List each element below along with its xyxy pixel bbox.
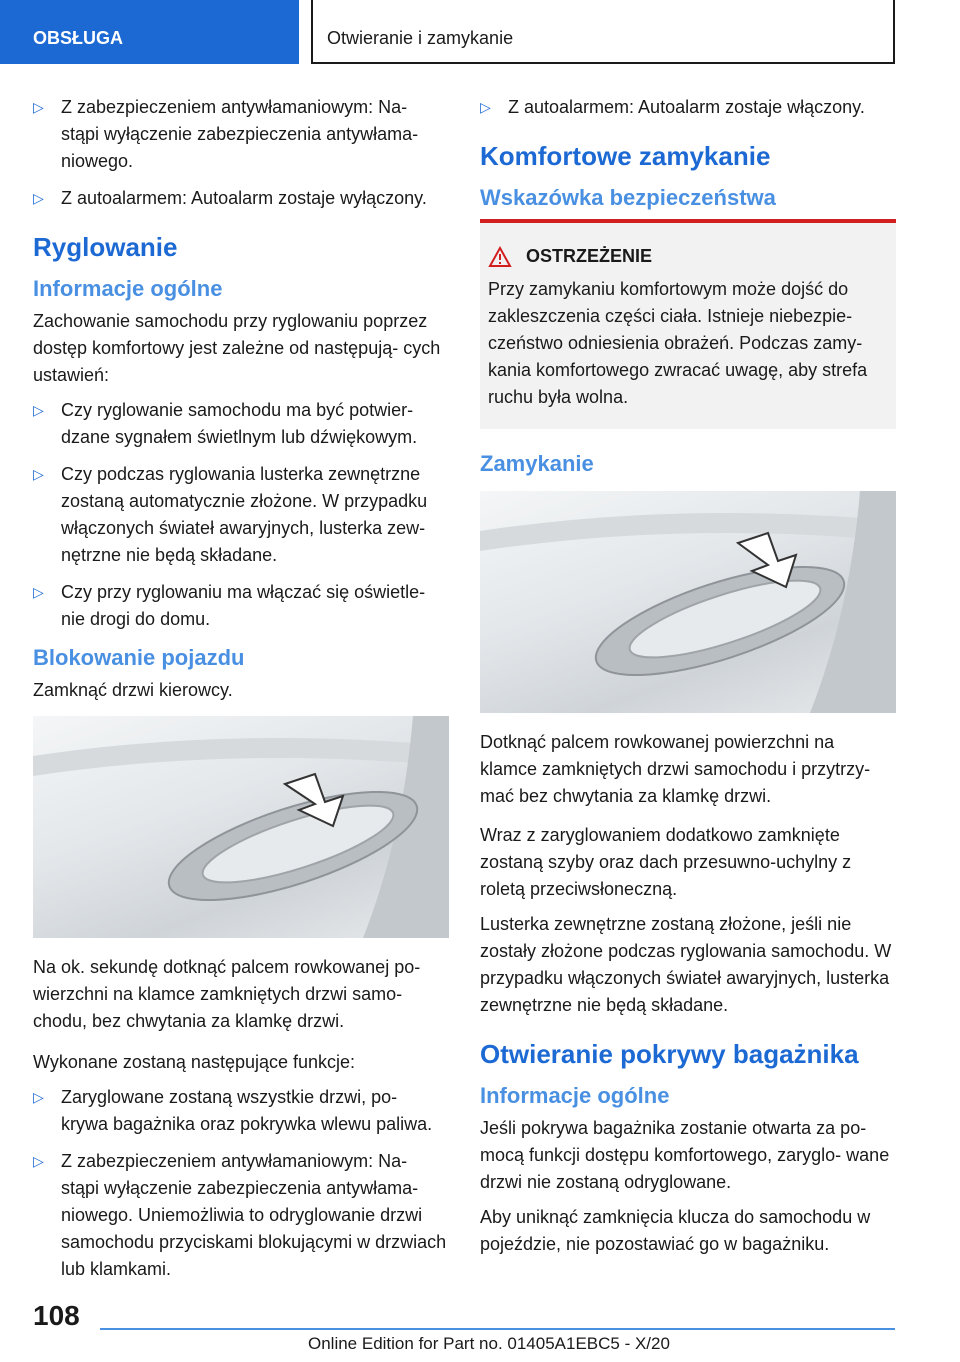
warning-triangle-icon: [488, 246, 512, 268]
heading-blokowanie: Blokowanie pojazdu: [33, 645, 245, 670]
door-handle-illustration: [33, 716, 449, 938]
triangle-right-icon: ▷: [33, 466, 44, 482]
list-item: ▷ Z zabezpieczeniem antywłamaniowym: Na- stąpi wyłączenie zabezpieczenia antywłama- niowego. Uniemożliwia to odryglowanie drzwi samochodu przyciskami blokującymi w drzwiach lub klamkami.: [33, 1148, 449, 1283]
warning-box: [480, 219, 896, 429]
triangle-right-icon: ▷: [33, 1089, 44, 1105]
triangle-right-icon: ▷: [33, 402, 44, 418]
list-item: ▷ Z zabezpieczeniem antywłamaniowym: Na- stąpi wyłączenie zabezpieczenia antywłama- niowego.: [33, 94, 449, 175]
heading-ryglowanie: Ryglowanie: [33, 232, 178, 262]
paragraph: Zamknąć drzwi kierowcy.: [33, 680, 233, 700]
triangle-right-icon: ▷: [33, 190, 44, 206]
paragraph: Dotknąć palcem rowkowanej powierzchni na klamce zamkniętych drzwi samochodu i przytrzy- mać bez chwytania za klamkę drzwi.: [480, 732, 871, 806]
triangle-right-icon: ▷: [33, 1153, 44, 1169]
list-item: ▷ Z autoalarmem: Autoalarm zostaje wyłączony.: [33, 185, 449, 212]
chapter-tab: [311, 0, 895, 64]
door-handle-photo: [480, 491, 896, 713]
right-column: [480, 94, 896, 1266]
edition-text: Online Edition for Part no. 01405A1EBC5 - X/20: [308, 1334, 670, 1353]
paragraph: Aby uniknąć zamknięcia klucza do samochodu w pojeździe, nie pozostawiać go w bagażniku.: [480, 1207, 871, 1254]
paragraph: Wraz z zaryglowaniem dodatkowo zamknięte zostaną szyby oraz dach przesuwno-uchylny z roletą przeciwsłoneczną.: [480, 825, 852, 899]
heading-wskazowka: Wskazówka bezpieczeństwa: [480, 185, 776, 210]
door-handle-illustration: [480, 491, 896, 713]
left-column: [33, 94, 449, 1293]
triangle-right-icon: ▷: [480, 99, 491, 115]
list-item: ▷ Czy przy ryglowaniu ma włączać się oświetle- nie drogi do domu.: [33, 579, 449, 633]
triangle-right-icon: ▷: [33, 99, 44, 115]
paragraph: Wykonane zostaną następujące funkcje:: [33, 1052, 356, 1072]
page-number: 108: [33, 1300, 80, 1331]
list-item: ▷ Czy ryglowanie samochodu ma być potwier- dzane sygnałem świetlnym lub dźwiękowym.: [33, 397, 449, 451]
footer-divider: [100, 1328, 895, 1330]
paragraph: Lusterka zewnętrzne zostaną złożone, jeśli nie zostały złożone podczas ryglowania samochodu. W przypadku włączonych świateł awaryjnych, lusterka zewnętrzne nie będą składane.: [480, 914, 892, 1015]
paragraph: Zachowanie samochodu przy ryglowaniu poprzez dostęp komfortowy jest zależne od następują- cych ustawień:: [33, 311, 441, 385]
heading-informacje-2: Informacje ogólne: [480, 1083, 670, 1108]
paragraph: Na ok. sekundę dotknąć palcem rowkowanej po- wierzchni na klamce zamkniętych drzwi samo- chodu, bez chwytania za klamkę drzwi.: [33, 957, 421, 1031]
heading-komfortowe: Komfortowe zamykanie: [480, 141, 771, 171]
triangle-right-icon: ▷: [33, 584, 44, 600]
section-tab: [0, 0, 299, 64]
warning-title: OSTRZEŻENIE: [488, 243, 888, 270]
door-handle-photo: [33, 716, 449, 938]
section-title: OBSŁUGA: [33, 28, 123, 48]
paragraph: Jeśli pokrywa bagażnika zostanie otwarta za po- mocą funkcji dostępu komfortowego, zaryglo- wane drzwi nie zostaną odryglowane.: [480, 1118, 890, 1192]
heading-zamykanie: Zamykanie: [480, 451, 594, 476]
heading-otwieranie: Otwieranie pokrywy bagażnika: [480, 1039, 859, 1069]
list-item: ▷ Zaryglowane zostaną wszystkie drzwi, po- krywa bagażnika oraz pokrywka wlewu paliwa.: [33, 1084, 449, 1138]
chapter-title: Otwieranie i zamykanie: [327, 28, 514, 48]
list-item: ▷ Czy podczas ryglowania lusterka zewnętrzne zostaną automatycznie złożone. W przypadku włączonych świateł awaryjnych, lusterka zew- nętrzne nie będą składane.: [33, 461, 449, 569]
list-item: ▷ Z autoalarmem: Autoalarm zostaje włączony.: [480, 94, 896, 121]
heading-informacje: Informacje ogólne: [33, 276, 223, 301]
warning-text: Przy zamykaniu komfortowym może dojść do zakleszczenia części ciała. Istnieje niebezpie- czeństwo odniesienia obrażeń. Podczas zamy- kania komfortowego zwracać uwagę, aby strefa ruchu była wolna.: [488, 279, 868, 407]
